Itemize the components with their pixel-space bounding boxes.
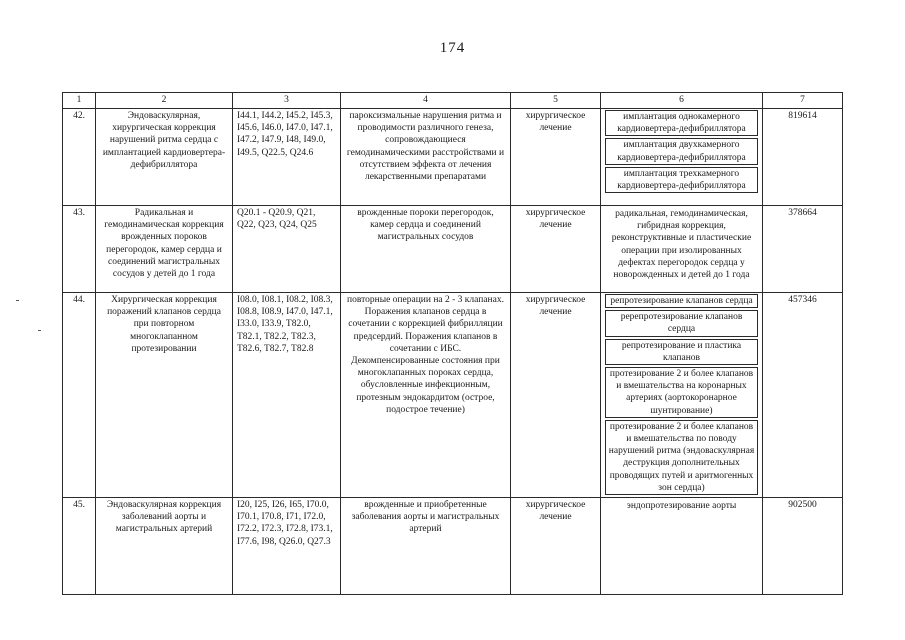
- table-row: [63, 206, 843, 293]
- col-header-4: 4: [341, 93, 511, 109]
- row-number: 43.: [63, 206, 96, 293]
- treatment-methods: [601, 293, 763, 498]
- cost-value: 378664: [763, 206, 843, 293]
- col-header-7: 7: [763, 93, 843, 109]
- service-name: Эндоваскулярная коррекция заболеваний аорты и магистральных артерий: [96, 498, 233, 595]
- treatment-methods: [601, 498, 763, 595]
- table-row: [63, 498, 843, 595]
- method-item: ререпротезирование клапанов сердца: [605, 310, 758, 336]
- patient-model: повторные операции на 2 - 3 клапанах. Поражения клапанов сердца в сочетании с коррекцией фибрилляции предсердий. Поражения клапанов в сочетании с ИБС. Декомпенсированные состояния при многоклапанных пороках сердца, обусловленные инфекционным, протезным эндокардитом (острое, подострое течение): [341, 293, 511, 498]
- treatment-methods: [601, 206, 763, 293]
- scan-speck: [38, 330, 41, 331]
- method-item: имплантация однокамерного кардиовертера-дефибриллятора: [605, 110, 758, 136]
- patient-model: врожденные и приобретенные заболевания аорты и магистральных артерий: [341, 498, 511, 595]
- icd-codes: Q20.1 - Q20.9, Q21, Q22, Q23, Q24, Q25: [233, 206, 341, 293]
- patient-model: пароксизмальные нарушения ритма и проводимости различного генеза, сопровождающиеся гемодинамическими расстройствами и отсутствием эффекта от лечения лекарственными препаратами: [341, 109, 511, 206]
- icd-codes: I44.1, I44.2, I45.2, I45.3, I45.6, I46.0, I47.0, I47.1, I47.2, I47.9, I48, I49.0, I49.5, Q22.5, Q24.6: [233, 109, 341, 206]
- col-header-1: 1: [63, 93, 96, 109]
- icd-codes: I08.0, I08.1, I08.2, I08.3, I08.8, I08.9, I47.0, I47.1, I33.0, I33.9, T82.0, T82.1, T82.2, T82.3, T82.6, T82.7, T82.8: [233, 293, 341, 498]
- patient-model: врожденные пороки перегородок, камер сердца и соединений магистральных сосудов: [341, 206, 511, 293]
- row-number: 45.: [63, 498, 96, 595]
- row-number: 44.: [63, 293, 96, 498]
- table-row: [63, 293, 843, 498]
- row-number: 42.: [63, 109, 96, 206]
- treatment-type: хирургическое лечение: [511, 498, 601, 595]
- col-header-3: 3: [233, 93, 341, 109]
- icd-codes: I20, I25, I26, I65, I70.0, I70.1, I70.8, I71, I72.0, I72.2, I72.3, I72.8, I73.1, I77.6, I98, Q26.0, Q27.3: [233, 498, 341, 595]
- method-item: протезирование 2 и более клапанов и вмешательства на коронарных артериях (аортокоронарное шунтирование): [605, 367, 758, 418]
- col-header-2: 2: [96, 93, 233, 109]
- service-name: Эндоваскулярная, хирургическая коррекция нарушений ритма сердца с имплантацией кардиовертера-дефибриллятора: [96, 109, 233, 206]
- col-header-6: 6: [601, 93, 763, 109]
- treatment-methods: [601, 109, 763, 206]
- method-item: имплантация трехкамерного кардиовертера-дефибриллятора: [605, 167, 758, 193]
- service-name: Хирургическая коррекция поражений клапанов сердца при повторном многоклапанном протезировании: [96, 293, 233, 498]
- method-item: радикальная, гемодинамическая, гибридная коррекция, реконструктивные и пластические операции при изолированных дефектах перегородок сердца у новорожденных и детей до 1 года: [611, 209, 752, 281]
- cost-value: 457346: [763, 293, 843, 498]
- method-item: эндопротезирование аорты: [626, 501, 737, 512]
- cost-value: 902500: [763, 498, 843, 595]
- method-item: протезирование 2 и более клапанов и вмешательства по поводу нарушений ритма (эндоваскулярная деструкция дополнительных проводящих путей и аритмогенных зон сердца): [605, 420, 758, 495]
- treatment-type: хирургическое лечение: [511, 206, 601, 293]
- scan-speck: [16, 300, 19, 301]
- cost-value: 819614: [763, 109, 843, 206]
- col-header-5: 5: [511, 93, 601, 109]
- treatment-type: хирургическое лечение: [511, 293, 601, 498]
- service-name: Радикальная и гемодинамическая коррекция врожденных пороков перегородок, камер сердца и соединений магистральных сосудов у детей до 1 года: [96, 206, 233, 293]
- treatment-type: хирургическое лечение: [511, 109, 601, 206]
- method-item: имплантация двухкамерного кардиовертера-дефибриллятора: [605, 138, 758, 164]
- column-header-row: [63, 93, 843, 109]
- page-number: 174: [439, 40, 466, 56]
- services-table: [62, 92, 843, 595]
- table-row: [63, 109, 843, 206]
- method-item: репротезирование клапанов сердца: [605, 294, 758, 308]
- method-item: репротезирование и пластика клапанов: [605, 339, 758, 365]
